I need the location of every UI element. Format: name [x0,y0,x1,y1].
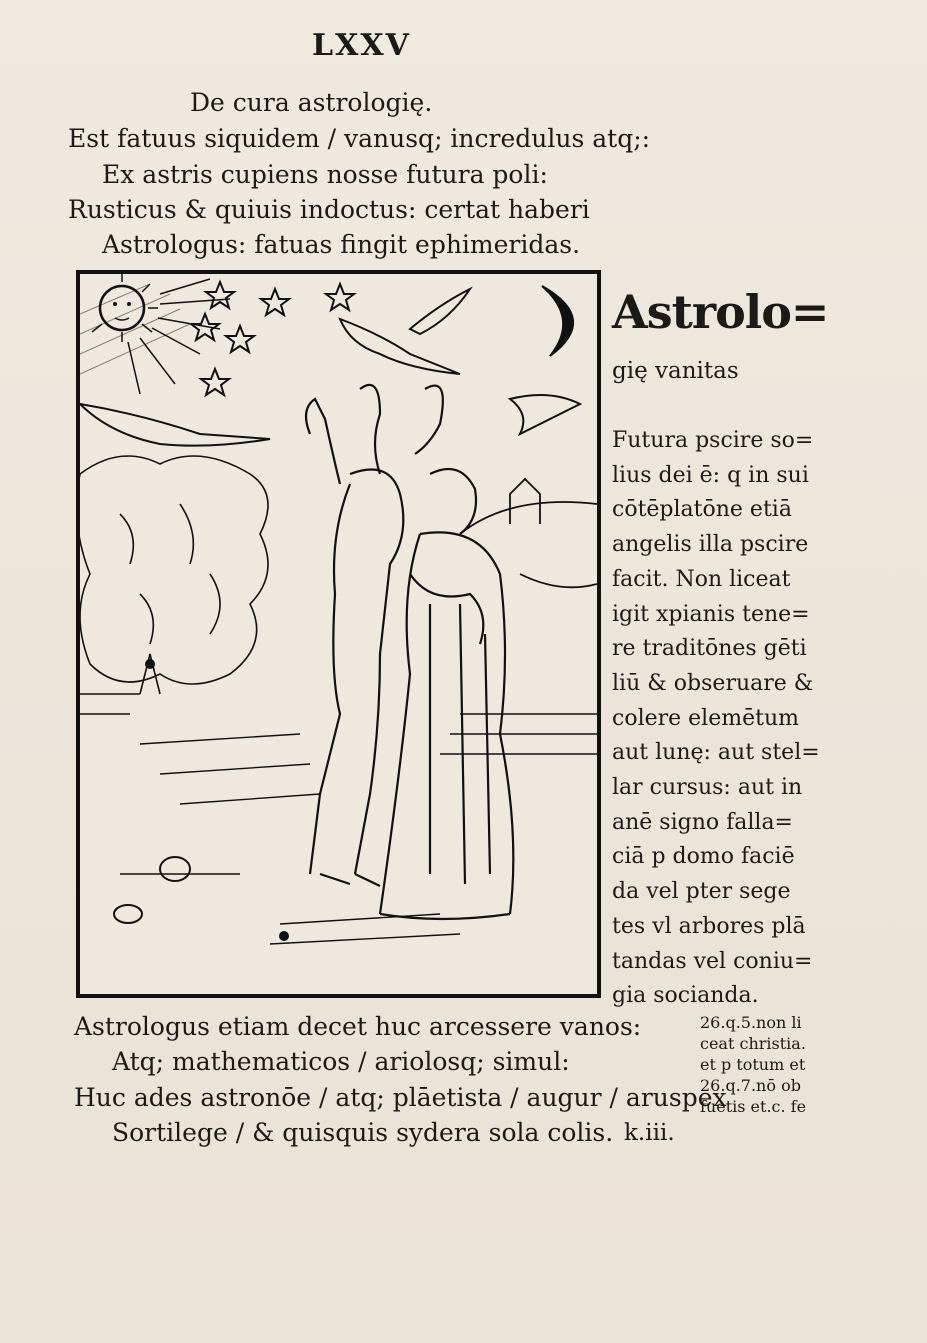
text-line: Futura pscire so= [612,428,814,453]
side-column-text [612,424,912,1014]
star-icon [191,282,354,395]
text-line: liū & obseruare & [612,670,814,696]
verse-line: Est fatuus siquidem / vanusq; incredulus atq;: [68,124,651,153]
text-line: cōtēplatōne etiā [612,497,792,523]
signature-mark: k.iii. [624,1120,675,1146]
verse-line: Astrologus: fatuas fingit ephimeridas. [102,230,581,259]
text-line: aut lunę: aut stel= [612,740,820,766]
text-line: angelis illa pscire [612,532,809,558]
note-line: 26.q.5.non li [700,1013,802,1032]
verse-line: De cura astrologię. [190,88,433,117]
text-line: lar cursus: aut in [612,775,803,801]
verse-line: Astrologus etiam decet huc arcessere vanos: [74,1012,642,1041]
verse-line: Sortilege / & quisquis sydera sola colis. [112,1118,614,1147]
folio-number: LXXV [312,28,411,63]
text-line: re traditōnes gēti [612,636,807,662]
note-line: fuetis et.c. fe [700,1097,807,1116]
verse-line: Huc ades astronōe / atq; plāetista / augur / aruspex [74,1083,727,1112]
text-line: tes vl arbores plā [612,913,806,939]
section-subheading: gię vanitas [612,358,739,384]
text-line: colere elemētum [612,705,799,731]
moon-crescent-icon [542,286,573,356]
note-line: et p totum et [700,1055,806,1074]
woodcut-drawing [80,274,597,994]
note-line: 26.q.7.nō ob [700,1076,801,1095]
verse-line: Ex astris cupiens nosse futura poli: [102,160,548,189]
text-line: lius dei ē: q in sui [612,462,809,488]
verse-line: Atq; mathematicos / ariolosq; simul: [112,1047,570,1076]
text-line: tandas vel coniu= [612,948,813,974]
text-line: igit xpianis tene= [612,601,810,627]
verse-line: Rusticus & quiuis indoctus: certat haberi [68,195,590,224]
text-line: da vel pter sege [612,879,791,905]
bird-icon [80,289,580,446]
text-line: ciā p domo faciē [612,844,795,870]
text-line: gia socianda. [612,983,759,1009]
text-line: facit. Non liceat [612,566,791,592]
note-line: ceat christia. [700,1034,806,1053]
text-line: anē signo falla= [612,809,793,835]
section-heading: Astrolo= [612,285,829,339]
margin-note [700,1012,840,1117]
woodcut-illustration [76,270,601,998]
